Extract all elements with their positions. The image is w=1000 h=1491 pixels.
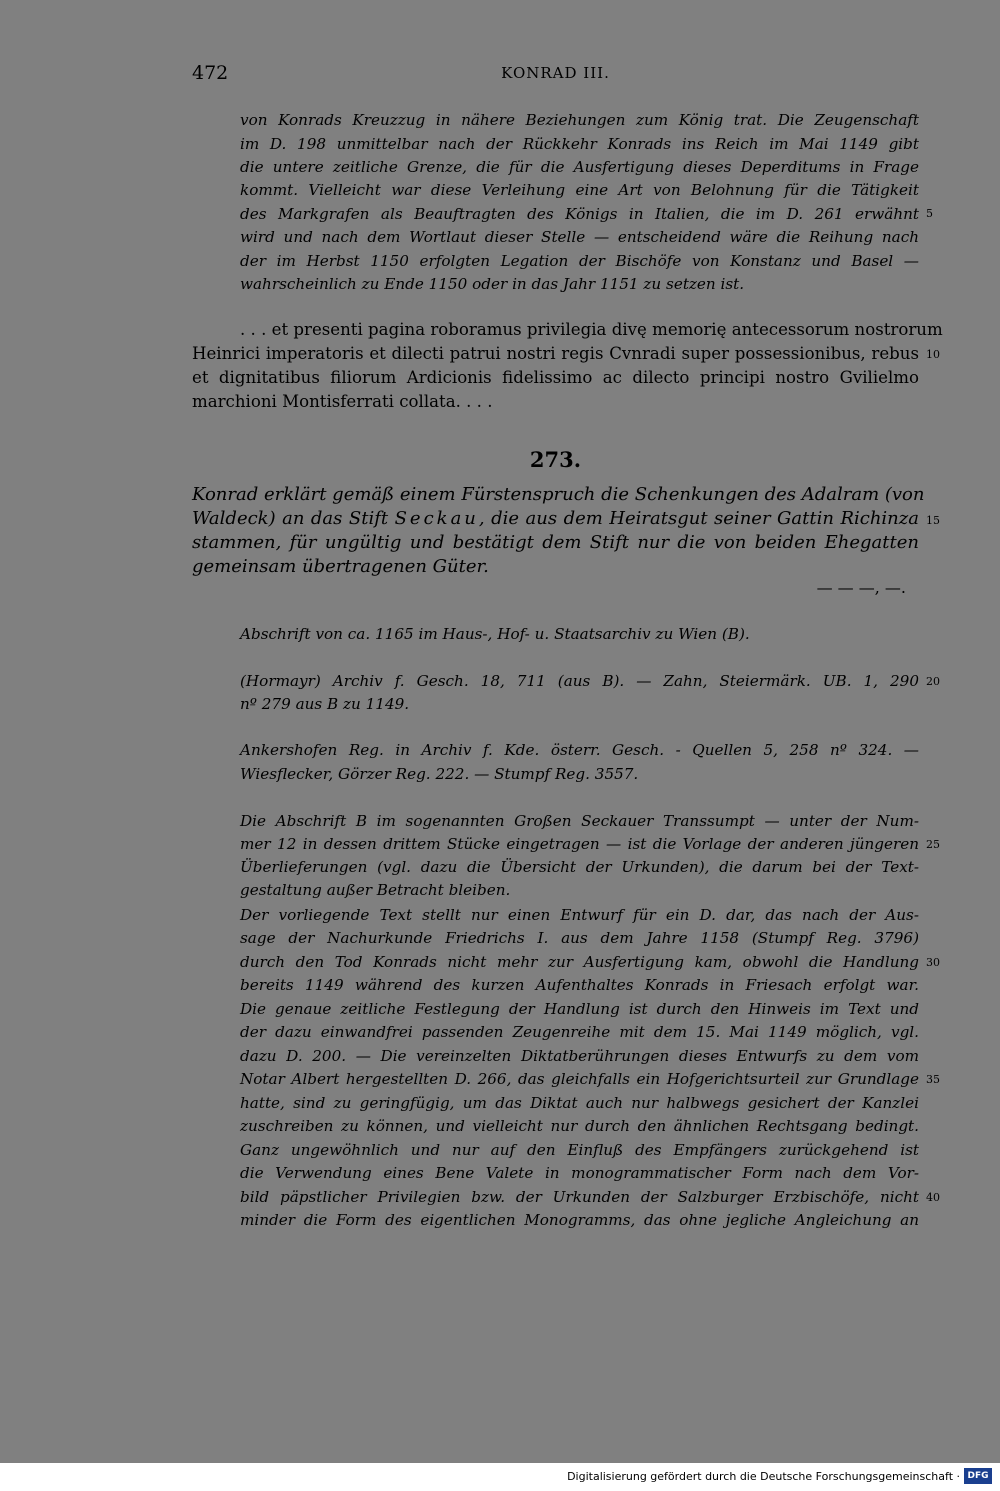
commentary-line: durch den Tod Konrads nicht mehr zur Ausfertigung kam, obwohl die Handlung <box>240 953 919 971</box>
quote-line: et dignitatibus filiorum Ardicionis fidelissimo ac dilecto principi nostro Gvilielmo <box>192 368 919 387</box>
commentary-line: minder die Form des eigentlichen Monogramms, das ohne jegliche Angleichung an <box>240 1211 919 1229</box>
note-line: des Markgrafen als Beauftragten des Königs in Italien, die im D. 261 erwähnt <box>240 205 919 223</box>
document-number: 273. <box>529 447 582 472</box>
dfg-logo: DFG <box>964 1468 992 1484</box>
commentary-line: bild päpstlicher Privilegien bzw. der Urkunden der Salzburger Erzbischöfe, nicht <box>240 1188 919 1206</box>
regest-text: , die aus dem Heiratsgut seiner Gattin Richinza <box>478 508 919 529</box>
commentary-line: zuschreiben zu können, und vielleicht nur durch den ähnlichen Rechtsgang bedingt. <box>240 1117 919 1135</box>
commentary-line: Ganz ungewöhnlich und nur auf den Einfluß des Empfängers zurückgehend ist <box>240 1141 919 1159</box>
note-line: von Konrads Kreuzzug in nähere Beziehungen zum König trat. Die Zeugenschaft <box>240 111 919 129</box>
line-number: 25 <box>926 838 940 851</box>
commentary-line: mer 12 in dessen drittem Stücke eingetragen — ist die Vorlage der anderen jüngeren <box>240 835 919 853</box>
note-line: wird und nach dem Wortlaut dieser Stelle — entscheidend wäre die Reihung nach <box>240 228 919 246</box>
note-line: die untere zeitliche Grenze, die für die Ausfertigung dieses Deperditums in Frage <box>240 158 919 176</box>
commentary-line: gestaltung außer Betracht bleiben. <box>240 881 511 899</box>
line-number: 10 <box>926 348 940 361</box>
edition-line: nº 279 aus B zu 1149. <box>240 695 410 713</box>
commentary-line: Der vorliegende Text stellt nur einen Entwurf für ein D. dar, das nach der Aus- <box>240 906 919 924</box>
running-head: KONRAD III. <box>501 64 610 82</box>
tradition-line: Abschrift von ca. 1165 im Haus-, Hof- u. Staatsarchiv zu Wien (B). <box>240 625 750 643</box>
commentary-line: Notar Albert hergestellten D. 266, das gleichfalls ein Hofgerichtsurteil zur Grundlage <box>240 1070 919 1088</box>
commentary-line: Überlieferungen (vgl. dazu die Übersicht der Urkunden), die darum bei der Text- <box>240 858 919 876</box>
page-header <box>192 62 919 88</box>
line-number: 20 <box>926 675 940 688</box>
regesta-line: Wiesflecker, Görzer Reg. 222. — Stumpf Reg. 3557. <box>240 765 639 783</box>
commentary-line: die Verwendung eines Bene Valete in monogrammatischer Form nach dem Vor- <box>240 1164 919 1182</box>
regest-line <box>192 508 919 530</box>
line-number: 5 <box>926 207 933 220</box>
line-number: 35 <box>926 1073 940 1086</box>
quote-line: Heinrici imperatoris et dilecti patrui nostri regis Cvnradi super possessionibus, rebus <box>192 344 919 363</box>
line-number: 40 <box>926 1191 940 1204</box>
place-name: Seckau <box>394 508 479 529</box>
dateline: — — —, —. <box>816 578 906 597</box>
line-number: 30 <box>926 956 940 969</box>
regest-line: stammen, für ungültig und bestätigt dem Stift nur die von beiden Ehegatten <box>192 532 919 553</box>
quote-line: . . . et presenti pagina roboramus privilegia divę memorię antecessorum nostrorum <box>240 320 943 339</box>
commentary-line: Die Abschrift B im sogenannten Großen Seckauer Transsumpt — unter der Num- <box>240 812 919 830</box>
commentary-line: Die genaue zeitliche Festlegung der Handlung ist durch den Hinweis im Text und <box>240 1000 919 1018</box>
funding-notice: Digitalisierung gefördert durch die Deutsche Forschungsgemeinschaft · <box>567 1470 960 1483</box>
quote-line: marchioni Montisferrati collata. . . . <box>192 392 493 411</box>
commentary-line: sage der Nachurkunde Friedrichs I. aus dem Jahre 1158 (Stumpf Reg. 3796) <box>240 929 919 947</box>
regesta-line: Ankershofen Reg. in Archiv f. Kde. österr. Gesch. - Quellen 5, 258 nº 324. — <box>240 741 919 759</box>
note-line: im D. 198 unmittelbar nach der Rückkehr Konrads ins Reich im Mai 1149 gibt <box>240 135 919 153</box>
regest-line: Konrad erklärt gemäß einem Fürstenspruch die Schenkungen des Adalram (von <box>192 484 925 505</box>
footer-bar <box>0 1463 1000 1491</box>
commentary-line: dazu D. 200. — Die vereinzelten Diktatberührungen dieses Entwurfs zu dem vom <box>240 1047 919 1065</box>
regest-text: Waldeck) an das Stift <box>192 508 395 529</box>
page-number: 472 <box>192 62 229 84</box>
note-line: kommt. Vielleicht war diese Verleihung eine Art von Belohnung für die Tätigkeit <box>240 181 919 199</box>
line-number: 15 <box>926 514 940 527</box>
note-line: wahrscheinlich zu Ende 1150 oder in das Jahr 1151 zu setzen ist. <box>240 275 745 293</box>
commentary-line: bereits 1149 während des kurzen Aufenthaltes Konrads in Friesach erfolgt war. <box>240 976 919 994</box>
edition-line: (Hormayr) Archiv f. Gesch. 18, 711 (aus B). — Zahn, Steiermärk. UB. 1, 290 <box>240 672 919 690</box>
commentary-line: hatte, sind zu geringfügig, um das Diktat auch nur halbwegs gesichert der Kanzlei <box>240 1094 919 1112</box>
note-line: der im Herbst 1150 erfolgten Legation der Bischöfe von Konstanz und Basel — <box>240 252 919 270</box>
regest-line: gemeinsam übertragenen Güter. <box>192 556 489 577</box>
commentary-line: der dazu einwandfrei passenden Zeugenreihe mit dem 15. Mai 1149 möglich, vgl. <box>240 1023 919 1041</box>
